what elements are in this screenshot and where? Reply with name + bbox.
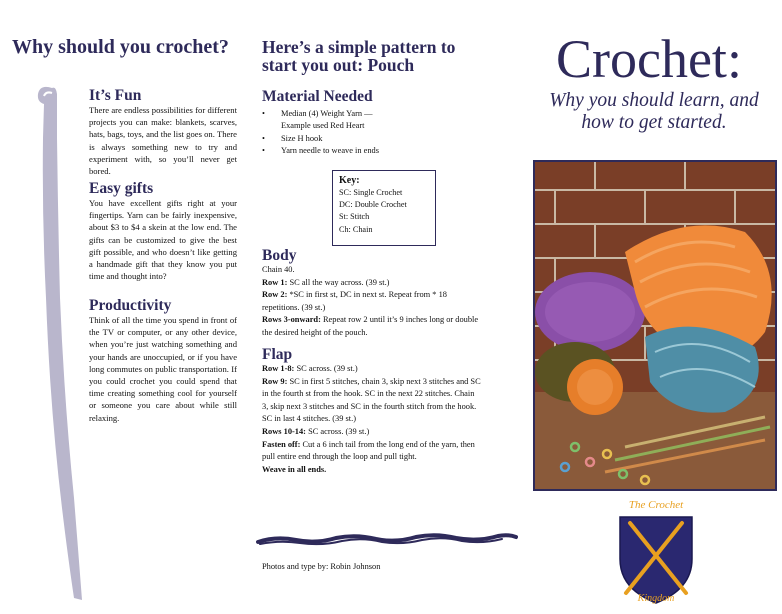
section-its-fun <box>89 87 237 177</box>
logo-top-text: The Crochet <box>606 499 706 512</box>
pattern-title-line2: start you out: Pouch <box>262 55 415 75</box>
section-productivity <box>89 297 237 424</box>
pattern-line: Rows 3-onward: Repeat row 2 until it’s 9 inches long or double <box>262 315 479 325</box>
yarn-photo <box>533 160 777 491</box>
pattern-line: 3, skip next 3 stitches and SC in the fourth stitch from the hook. <box>262 401 477 411</box>
pattern-line: the desired height of the pouch. <box>262 327 368 337</box>
pattern-title <box>262 38 524 74</box>
pattern-line: Row 2: *SC in first st, DC in next st. Repeat from * 18 <box>262 290 447 300</box>
section-easy-gifts <box>89 180 237 282</box>
section-heading: Easy gifts <box>89 180 154 197</box>
pattern-line: Fasten off: Cut a 6 inch tail from the long end of the yarn, then <box>262 439 475 449</box>
key-item: Ch: Chain <box>339 224 373 234</box>
materials-heading: Material Needed <box>262 88 373 105</box>
key-item: DC: Double Crochet <box>339 200 407 210</box>
logo-bottom-text: Kingdom <box>637 593 675 604</box>
pattern-line: Weave in all ends. <box>262 464 327 474</box>
key-item: St: Stitch <box>339 212 370 222</box>
cover-title: Crochet: <box>556 29 742 89</box>
yarn-photo-image <box>535 162 775 489</box>
photo-credit: Photos and type by: Robin Johnson <box>262 562 381 571</box>
cover-subtitle: Why you should learn, and how to get started. <box>549 90 759 133</box>
pattern-line: Row 1: SC all the way across. (39 st.) <box>262 277 390 287</box>
section-text: Think of all the time you spend in front of the TV or computer, or any other device, when you’re just watching something and your hands are unoccupied, or if you have long commutes on public transportation. If you could crochet you could spend that time creating something cool for yourself or someone you care about while still relaxing. <box>89 315 238 423</box>
list-item: • Median (4) Weight Yarn — <box>262 108 524 120</box>
pattern-line: SC in last 4 stitches. (39 st.) <box>262 414 356 424</box>
pattern-title-line1: Here’s a simple pattern to <box>262 37 456 57</box>
crochet-hook-icon <box>22 78 82 608</box>
crochet-kingdom-logo <box>606 497 706 609</box>
body-section <box>262 247 524 340</box>
flap-heading: Flap <box>262 346 293 363</box>
key-item: SC: Single Crochet <box>339 188 403 197</box>
materials-section <box>262 88 524 158</box>
yarn-divider-icon <box>256 526 518 550</box>
pattern-line: pull entire end through the loop and pull tight. <box>262 452 417 462</box>
list-item: • Yarn needle to weave in ends <box>262 145 524 157</box>
section-heading: Productivity <box>89 297 172 314</box>
section-text: There are endless possibilities for different projects you can make: blankets, scarves, hats, bags, toys, and the list goes on. There is always something new to try and experiment with, so you’ll never get bored. <box>89 105 238 177</box>
list-item: • Size H hook <box>262 133 524 145</box>
pattern-line: Row 9: SC in first 5 stitches, chain 3, skip next 3 stitches and SC <box>262 376 481 386</box>
pattern-line: Row 1-8: SC across. (39 st.) <box>262 364 358 373</box>
flap-section <box>262 346 524 476</box>
pattern-line: Rows 10-14: SC across. (39 st.) <box>262 426 370 436</box>
abbreviation-key <box>332 170 436 246</box>
list-item: Example used Red Heart <box>281 121 365 131</box>
materials-list <box>262 108 524 158</box>
key-title: Key: <box>339 175 360 186</box>
section-heading: It’s Fun <box>89 87 142 104</box>
pattern-line: Chain 40. <box>262 265 295 274</box>
body-heading: Body <box>262 247 297 264</box>
pattern-line: repetitions. (39 st.) <box>262 302 326 312</box>
pattern-line: in the fourth st from the hook. SC in the next 22 stitches. Chain <box>262 389 475 399</box>
left-column-title: Why should you crochet? <box>12 36 229 58</box>
section-text: You have excellent gifts right at your fingertips. Yarn can be fairly inexpensive, about $3 to $4 a skein at the low end. The gifts can be customized to give the best gift possible, and who doesn’t like getting a handmade gift that they know you put time and thought into? <box>89 198 238 282</box>
